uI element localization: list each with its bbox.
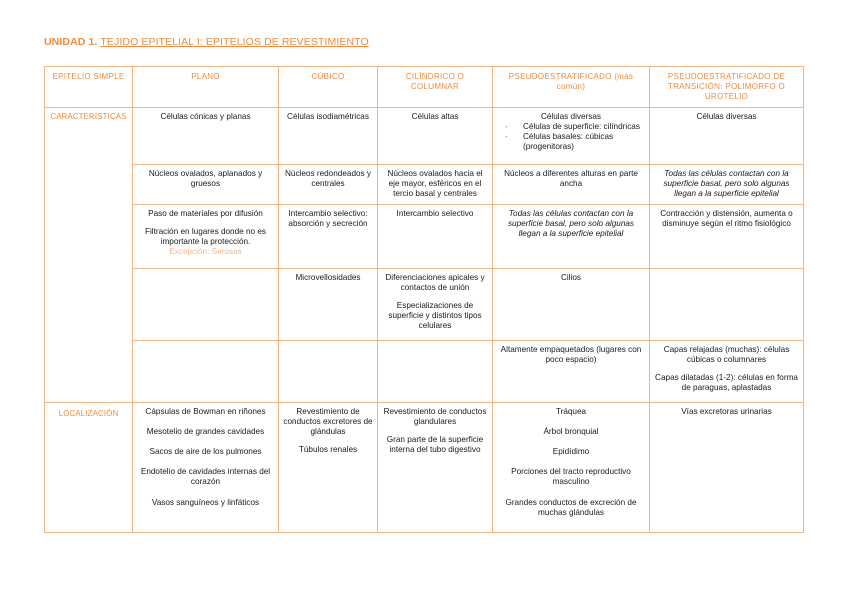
header-row: [45, 67, 804, 108]
list-item: Vasos sanguíneos y linfáticos: [151, 497, 260, 507]
list-item: - Células de superficie: cilíndricas: [523, 122, 645, 132]
document-title: [44, 36, 369, 48]
cell-cilindrico: [378, 268, 493, 340]
cell-plano: [133, 204, 279, 268]
cell-cilindrico: [378, 402, 493, 532]
list-item: Tráquea: [555, 406, 587, 416]
epithelium-table: [44, 66, 804, 533]
pseudo-title: Células diversas: [540, 111, 602, 121]
transicion-feature-a: Capas relajadas (muchas): células cúbicas o columnares: [663, 344, 790, 364]
cell-cubico: Microvellosidades: [279, 268, 378, 340]
list-item: Árbol bronquial: [543, 426, 599, 436]
transicion-feature-b: Capas dilatadas (1-2): células en forma de paraguas, aplastadas: [655, 373, 798, 393]
table-row: [45, 402, 804, 532]
cell-cubico: [279, 402, 378, 532]
cell-transicion: Vías excretoras urinarias: [650, 402, 804, 532]
list-item: Túbulos renales: [298, 445, 358, 455]
cilindrico-feature-b: Especializaciones de superficie y distintos tipos celulares: [388, 301, 482, 331]
list-item: Revestimiento de conductos glandulares: [383, 406, 487, 426]
cell-pseudo: Cilios: [493, 268, 650, 340]
cell-plano: [133, 340, 279, 402]
cell-pseudo: [493, 402, 650, 532]
list-item: Porciones del tracto reproductivo masculino: [511, 467, 631, 487]
cell-cilindrico: Células altas: [378, 107, 493, 164]
cell-plano: [133, 268, 279, 340]
header-epitelio-simple: EPITELIO SIMPLE: [45, 67, 133, 108]
cell-pseudo: Núcleos a diferentes alturas en parte ancha: [493, 164, 650, 204]
cell-cubico: [279, 340, 378, 402]
list-item: Sacos de aire de los pulmones: [149, 447, 262, 457]
header-pseudoestratificado: PSEUDOESTRATIFICADO (más común): [493, 67, 650, 108]
list-item: - Células basales: cúbicas (progenitoras): [523, 132, 645, 152]
table-row: [45, 268, 804, 340]
table-row: [45, 204, 804, 268]
cell-cilindrico: Intercambio selectivo: [378, 204, 493, 268]
cell-transicion: [650, 340, 804, 402]
cell-pseudo: Altamente empaquetados (lugares con poco espacio): [493, 340, 650, 402]
list-item: Endotelio de cavidades internas del corazón: [140, 467, 271, 487]
row-label-localizacion: LOCALIZACIÓN: [45, 402, 133, 532]
cell-pseudo: [493, 107, 650, 164]
unit-subtitle: TEJIDO EPITELIAL I: EPITELIOS DE REVESTIMIENTO: [100, 36, 369, 48]
list-item: Cápsulas de Bowman en riñones: [145, 406, 266, 416]
cell-cubico: Intercambio selectivo: absorción y secreción: [279, 204, 378, 268]
table-row: [45, 164, 804, 204]
cell-plano: Células cónicas y planas: [133, 107, 279, 164]
cell-transicion: Todas las células contactan con la superficie basal, pero solo algunas llegan a la superficie epitelial: [650, 164, 804, 204]
cell-plano: [133, 402, 279, 532]
table-row: [45, 107, 804, 164]
cell-transicion: Células diversas: [650, 107, 804, 164]
header-cilindrico: CILÍNDRICO O COLUMNAR: [378, 67, 493, 108]
list-item: Epidídimo: [552, 447, 590, 457]
cell-cilindrico: Núcleos ovalados hacia el eje mayor, esféricos en el tercio basal y centrales: [378, 164, 493, 204]
table-row: [45, 340, 804, 402]
unit-label: UNIDAD 1.: [44, 36, 98, 48]
header-transicion: PSEUDOESTRATIFICADO DE TRANSICIÓN: POLIMORFO O UROTELIO: [650, 67, 804, 108]
cell-transicion: Contracción y distensión, aumenta o disminuye según el ritmo fisiológico: [650, 204, 804, 268]
list-item: Grandes conductos de excreción de muchas glándulas: [505, 497, 637, 517]
cell-plano: Núcleos ovalados, aplanados y gruesos: [133, 164, 279, 204]
cell-transicion: [650, 268, 804, 340]
list-item: Gran parte de la superficie interna del tubo digestivo: [386, 435, 484, 455]
list-item: Revestimiento de conductos excretores de glándulas: [283, 406, 373, 437]
cell-cubico: Núcleos redondeados y centrales: [279, 164, 378, 204]
plano-exception: Excepción: Serosas: [169, 247, 242, 257]
cell-cilindrico: [378, 340, 493, 402]
cell-pseudo: Todas las células contactan con la superficie basal, pero solo algunas llegan a la superficie epitelial: [493, 204, 650, 268]
pseudo-list: [497, 122, 645, 153]
cell-cubico: Células isodiamétricas: [279, 107, 378, 164]
plano-function-b: Filtración en lugares donde no es importante la protección.: [144, 226, 267, 247]
header-plano: PLANO: [133, 67, 279, 108]
cilindrico-feature-a: Diferenciaciones apicales y contactos de unión: [385, 272, 485, 292]
header-cubico: CÚBICO: [279, 67, 378, 108]
row-label-caracteristicas: CARACTERÍSTICAS: [45, 107, 133, 402]
list-item: Mesotelio de grandes cavidades: [146, 426, 265, 436]
plano-function-a: Paso de materiales por difusión: [148, 208, 263, 218]
